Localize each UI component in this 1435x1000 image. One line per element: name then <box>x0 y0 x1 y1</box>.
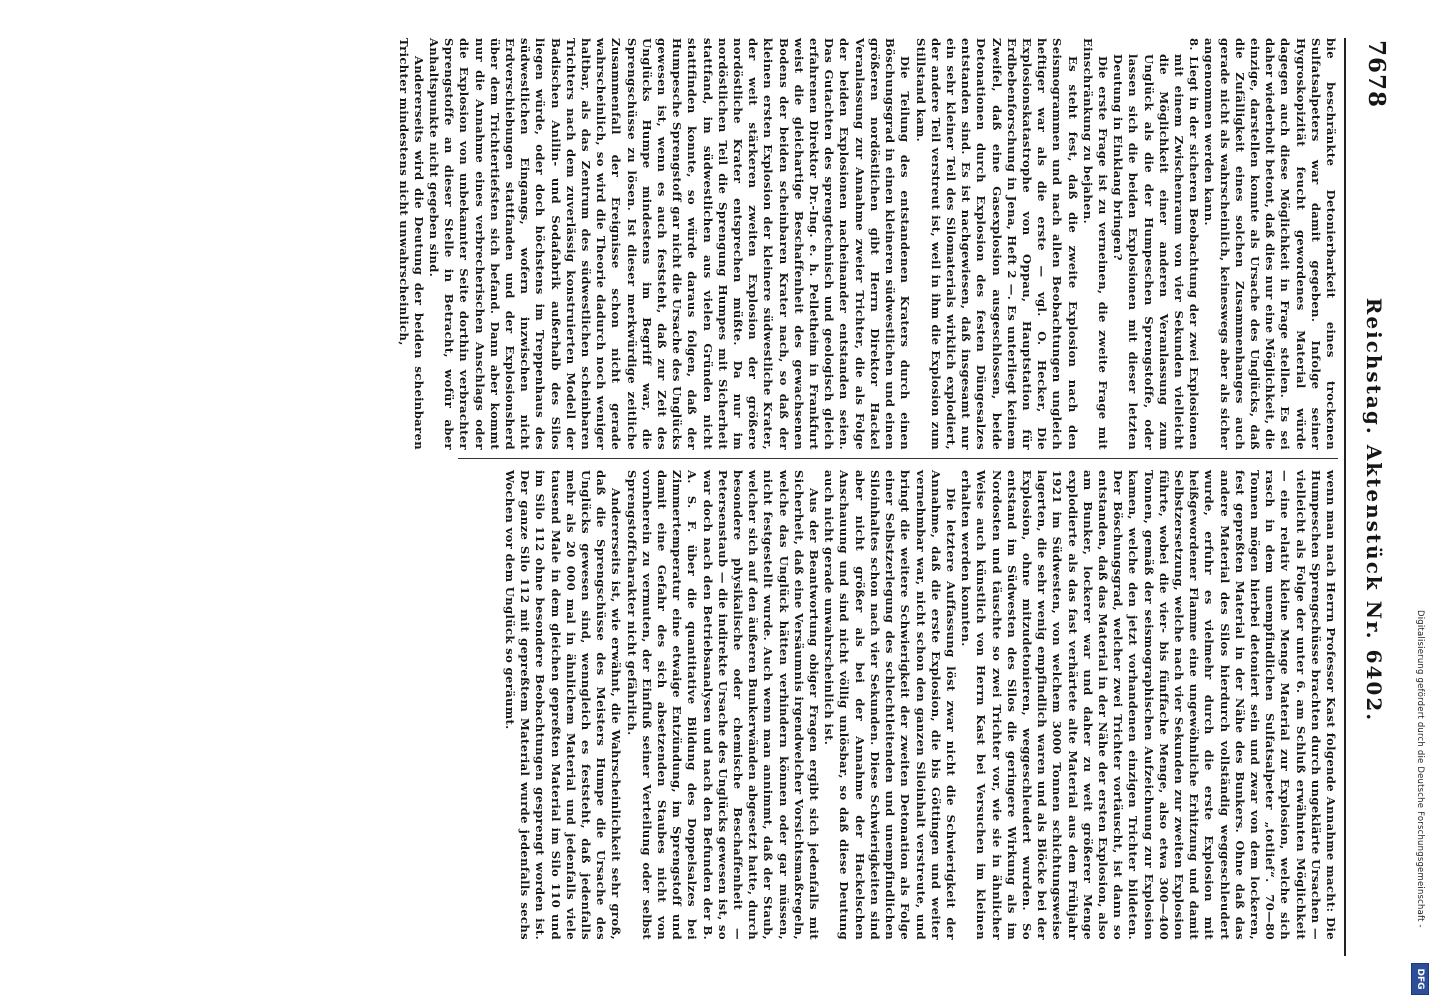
paragraph: Aus der Beantwortung obiger Fragen ergibt sich jedenfalls mit Sicherheit, daß eine Versäumnis irgendwelcher Vorsichtsmaßregeln, welche das Unglück hätten verhindern können oder gar müssen, nicht festgestellt wurde. Auch wenn man annimmt, daß der Staub, welcher sich auf den äußeren Bunkerwänden abgesetzt hatte, durch besondere physikalische oder chemische Beschaffenheit — Petersenstaub — die indirekte Ursache des Unglücks gewesen ist, so war doch nach den Betriebsanalysen und nach den Befunden der B. A. S. F. über die quantitative Bildung des Doppelsalzes bei Zimmertemperatur eine etwaige Entzündung, im Sprengstoff und damit eine Gefahr des sich absetzenden Staubes nicht von vornherein zu vermuten, der Einfluß seiner Verteilung oder selbst Sprengstoffcharakter nicht gefährlich. <box>624 470 822 940</box>
paragraph: Andererseits wird die Deutung der beiden scheinbaren Trichter mindestens nicht unwahrscheinlich, <box>396 38 426 450</box>
paragraph: Die erste Frage ist zu verneinen, die zweite Frage mit Einschränkung zu bejahen. <box>1080 38 1110 450</box>
page-title: Reichstag. Aktenstück Nr. 6402. <box>1362 297 1386 723</box>
left-column <box>396 38 1338 450</box>
column-divider <box>458 458 1338 459</box>
footer-strip <box>1405 0 1435 1000</box>
paragraph: 8. Liegt in der sicheren Beobachtung der zwei Explosionen mit einem Zwischenraum von vier Sekunden vielleicht die Möglichkeit einer anderen Veranlassung zum Unglück als die der Humpeschen Sprengstoffe, oder lassen sich die beiden Explosionen mit dieser letzten Deutung in Einklang bringen? <box>1111 38 1202 450</box>
page-number: 7678 <box>1363 40 1390 109</box>
right-column <box>458 470 1338 940</box>
paragraph: bie beschränkte Detonierbarkeit eines trockenen Sulfatsalpeters war damit gegeben. Infolge seiner Hygroskopizität feucht gewordenes Material würde dagegen auch diese Möglichkeit in Frage stellen. Es sei daher wiederholt betont, daß dies nur eine Möglichkeit, die einzige, darstellen konnte als Ursache des Unglücks, daß die Zufälligkeit eines solchen Zusammenhanges auch gerade nicht als wahrscheinlich, keineswegs aber als sicher angenommen werden kann. <box>1202 38 1338 450</box>
paragraph: Die letztere Auffassung löst zwar nicht die Schwierigkeit der Annahme, daß die erste Explosion, die bis Göttingen und weiter vernehmbar war, nicht schon den ganzen Siloinhalt verstreute, und bringt die weitere Schwierigkeit der zweiten Detonation als Folge einer Selbstzerlegung des schlechtleitenden und unempfindlichen Siloinhaltes schon nach vier Sekunden. Diese Schwierigkeiten sind aber nicht größer als bei der Annahme der Hackelschen Anschauung und sind nicht völlig unlösbar, so daß diese Deutung auch nicht gerade unwahrscheinlich ist. <box>822 470 958 940</box>
paragraph: wenn man nach Herrn Professor Kast folgende Annahme macht: Die Humpeschen Sprengschüsse brachten durch ungeklärte Ursachen — vielleicht als Folge der unter 6. am Schluß erwähnten Möglichkeit — eine relativ kleine Menge Material zur Explosion, welche sich rasch in dem unempfindlichen Sulfatsalpeter „totlief“. 70—80 Tonnen mögen hierbei detoniert sein und zwar von dem lockeren, fest gepreßten Material in der Nähe des Bunkers. Ohne daß das andere Material des Silos hierdurch vollständig weggeschleudert wurde, erfuhr es vielmehr durch die erste Explosion mit heißgewordener Flamme eine ungewöhnliche Erhitzung und damit Selbstzersetzung, welche nach vier Sekunden zur zweiten Explosion führte, wobei die vier- bis fünffache Menge, also etwa 300—400 Tonnen, gemäß der seismographischen Aufzeichnung zur Explosion kamen, welche den jetzt vorhandenen einzigen Trichter bildeten. Der Böschungsgrad, welcher zwei Trichter vortäuscht, ist dann so entstanden, daß das Material in der Nähe der ersten Explosion, also am Bunker, lockerer war und daher zu weit größerer Menge explodierte als das fast verhärtete alte Material aus dem Frühjahr 1921 im Südwesten, von welchem 3000 Tonnen schichtungsweise lagerten, die sehr wenig empfindlich waren und als Blöcke bei der Explosion, ohne mitzudetonieren, weggeschleudert wurden. So entstand im Südwesten des Silos die geringere Wirkung als im Nordosten und täuschte so zwei Trichter vor, wie sie in ähnlicher Weise auch künstlich von Herrn Kast bei Versuchen im kleinen erhalten werden konnten. <box>959 470 1338 940</box>
paragraph: Die Teilung des entstandenen Kraters durch einen Böschungsgrad in einen kleineren südwestlichen und einen größeren nordöstlichen gibt Herrn Direktor Hackel Veranlassung zur Annahme zweier Trichter, die als Folge der beiden Explosionen nacheinander entstanden seien. Das Gutachten des sprengtechnisch und geologisch gleich erfahrenen Direktor Dr.-Ing. e. h. Pelletheim in Frankfurt weist die gleichartige Beschaffenheit des gewachsenen Bodens der beiden scheinbaren Krater nach, so daß der kleinen ersten Explosion der kleinere südwestliche Krater, der weit stärkeren zweiten Explosion der größere nordöstliche Krater entsprechen müßte. Da nur im nordöstlichen Teil die Sprengung Humpes mit Sicherheit stattfand, im südwestlichen aus vielen Gründen nicht stattfinden konnte, so würde daraus folgen, daß der Humpesche Sprengstoff gar nicht die Ursache des Unglücks gewesen ist, wenn es auch feststeht, daß zur Zeit des Unglücks Humpe mindestens im Begriff war, die Sprengschüsse zu lösen. Ist dieser merkwürdige zeitliche Zusammenfall der Ereignisse schon nicht gerade wahrscheinlich, so wird die Theorie dadurch noch weniger haltbar, als das Zentrum des südwestlichen scheinbaren Trichters nach dem zuverlässig konstruierten Modell der Badischen Anilin- und Sodafabrik außerhalb des Silos liegen würde, oder doch höchstens im Treppenhaus des südwestlichen Eingangs, wofern inzwischen nicht Erdverschiebungen stattfanden und der Explosionsherd über dem Trichtertiefsten sich befand. Dann aber kommt nur die Annahme eines verbrecherischen Anschlags oder die Explosion von unbekannter Seite dorthin verbrachter Sprengstoffe an dieser Stelle in Betracht, wofür aber Anhaltspunkte nicht gegeben sind. <box>427 38 913 450</box>
header-rule <box>1344 38 1346 956</box>
dfg-logo: DFG <box>1411 963 1429 995</box>
digitization-credit: Digitalisierung gefördert durch die Deutsche Forschungsgemeinschaft - <box>1415 610 1425 928</box>
paragraph: Andererseits ist, wie erwähnt, die Wahrscheinlichkeit sehr groß, daß die Sprengschüsse des Meisters Humpe die Ursache des Unglücks gewesen sind, wenngleich es feststeht, daß jedenfalls mehr als 20 000 mal in ähnlichem Material und jedenfalls viele tausend Male in dem gleichen gepreßten Material im Silo 110 und im Silo 112 ohne besondere Beobachtungen gesprengt worden ist. Der ganze Silo 112 mit gepreßtem Material wurde jedenfalls sechs Wochen vor dem Unglück so geräumt. <box>503 470 624 940</box>
paragraph: Es steht fest, daß die zweite Explosion nach den Seismogrammen und nach allen Beobachtungen ungleich heftiger war als die erste — vgl. O. Hecker, Die Explosionskatastrophe von Oppau, Hauptstation für Erdbebenforschung in Jena, Heft 2 —. Es unterliegt keinem Zweifel, daß eine Gasexplosion ausgeschlossen, beide Detonationen durch Explosion des festen Düngesalzes entstanden sind. Es ist nachgewiesen, daß insgesamt nur ein sehr kleiner Teil des Silomaterials wirklich explodiert, der andere Teil verstreut ist, weil in ihm die Explosion zum Stillstand kam. <box>913 38 1080 450</box>
